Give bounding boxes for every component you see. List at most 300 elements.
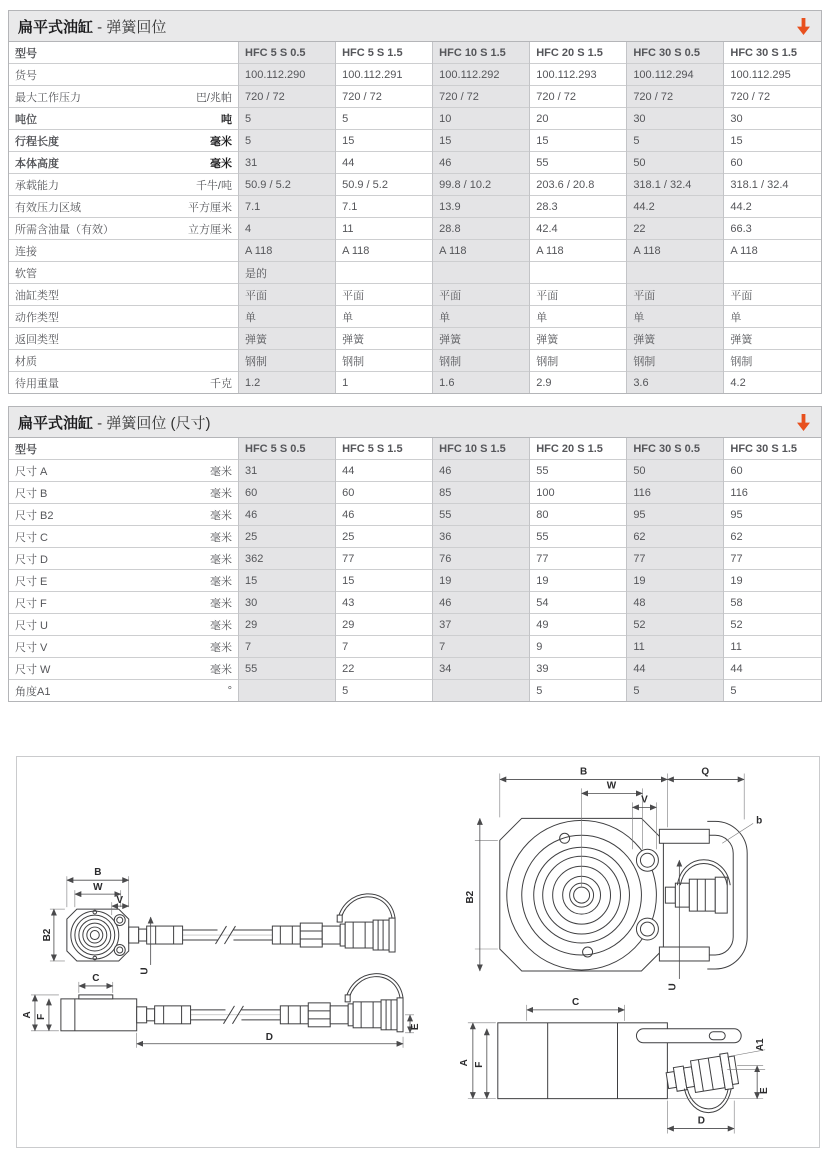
row-label-cell (9, 108, 239, 130)
spec-value-cell: 50 (627, 460, 724, 482)
spec-value-cell: 7 (239, 636, 336, 658)
dim-label-c: C (572, 996, 580, 1008)
spec-value-cell: 46 (433, 460, 530, 482)
spec-value-cell: 弹簧 (724, 328, 821, 350)
row-unit: 毫米 (210, 663, 232, 676)
row-label-cell (9, 658, 239, 680)
spec-value-cell: 100.112.291 (336, 64, 433, 86)
spec-panel-dimensions (8, 406, 822, 702)
spec-value-cell: 5 (724, 680, 821, 702)
row-label-cell (9, 174, 239, 196)
row-label-cell (9, 262, 239, 284)
table-row (9, 680, 821, 702)
table-row (9, 262, 821, 284)
spec-value-cell: 60 (724, 152, 821, 174)
spec-value-cell: 100 (530, 482, 627, 504)
row-label: 连接 (15, 245, 37, 258)
spec-value-cell: 100.112.295 (724, 64, 821, 86)
spec-value-cell: 80 (530, 504, 627, 526)
spec-value-cell: A 118 (724, 240, 821, 262)
spec-value-cell: 31 (239, 152, 336, 174)
model-header-cell: HFC 20 S 1.5 (530, 438, 627, 460)
spec-value-cell: 22 (336, 658, 433, 680)
spec-value-cell: 116 (627, 482, 724, 504)
row-label: 材质 (15, 355, 37, 368)
spec-value-cell: 弹簧 (627, 328, 724, 350)
table-row (9, 174, 821, 196)
row-label: 尺寸 U (15, 619, 48, 632)
model-header-cell: HFC 30 S 0.5 (627, 42, 724, 64)
spec-value-cell: 平面 (336, 284, 433, 306)
spec-value-cell: 46 (433, 152, 530, 174)
spec-value-cell: 60 (724, 460, 821, 482)
spec-value-cell: 60 (336, 482, 433, 504)
row-unit: 毫米 (210, 509, 232, 522)
table-row (9, 130, 821, 152)
row-label: 尺寸 V (15, 641, 48, 654)
row-label-cell (9, 152, 239, 174)
spec-value-cell: 77 (530, 548, 627, 570)
spec-value-cell: 44.2 (627, 196, 724, 218)
spec-value-cell: 29 (336, 614, 433, 636)
table-row (9, 196, 821, 218)
technical-drawings (17, 757, 819, 1147)
spec-value-cell: 66.3 (724, 218, 821, 240)
spec-value-cell: 单 (239, 306, 336, 328)
row-unit: 毫米 (210, 575, 232, 588)
spec-value-cell: 9 (530, 636, 627, 658)
spec-value-cell: 50.9 / 5.2 (239, 174, 336, 196)
spec-value-cell (239, 680, 336, 702)
spec-value-cell: 30 (627, 108, 724, 130)
row-label-cell (9, 504, 239, 526)
row-label: 尺寸 F (15, 597, 47, 610)
spec-value-cell: 钢制 (724, 350, 821, 372)
dim-label-a: A (21, 1011, 33, 1019)
row-label-cell (9, 614, 239, 636)
spec-value-cell: 46 (239, 504, 336, 526)
spec-value-cell: 2.9 (530, 372, 627, 394)
spec-value-cell: 362 (239, 548, 336, 570)
table-row (9, 218, 821, 240)
spec-value-cell: 5 (336, 108, 433, 130)
spec-value-cell: 720 / 72 (336, 86, 433, 108)
model-header-cell: HFC 5 S 0.5 (239, 42, 336, 64)
spec-value-cell: 15 (724, 130, 821, 152)
row-label: 角度A1 (15, 685, 51, 698)
row-label: 尺寸 W (15, 663, 51, 676)
row-label-cell (9, 592, 239, 614)
spec-value-cell: 100.112.294 (627, 64, 724, 86)
spec-value-cell: A 118 (433, 240, 530, 262)
spec-value-cell: 平面 (239, 284, 336, 306)
dim-label-e: E (410, 1023, 421, 1031)
table-row (9, 592, 821, 614)
spec-value-cell: 10 (433, 108, 530, 130)
table-row (9, 240, 821, 262)
panel-title (18, 16, 166, 37)
spec-value-cell: 5 (239, 108, 336, 130)
spec-table-container (9, 42, 821, 393)
spec-value-cell: 44 (627, 658, 724, 680)
spec-value-cell: 平面 (627, 284, 724, 306)
spec-value-cell: 3.6 (627, 372, 724, 394)
row-label: 所需含油量（有效） (15, 223, 114, 236)
table-row (9, 64, 821, 86)
spec-value-cell: 单 (724, 306, 821, 328)
dim-label-v: V (116, 895, 124, 907)
spec-value-cell: 7.1 (239, 196, 336, 218)
row-label-cell (9, 64, 239, 86)
dim-label-c: C (92, 972, 100, 984)
row-label-cell (9, 218, 239, 240)
spec-value-cell: 29 (239, 614, 336, 636)
spec-value-cell: 60 (239, 482, 336, 504)
spec-value-cell: 弹簧 (239, 328, 336, 350)
dim-label-b: B (94, 867, 102, 879)
spec-value-cell: 44.2 (724, 196, 821, 218)
spec-value-cell: 钢制 (627, 350, 724, 372)
spec-value-cell: 100.112.293 (530, 64, 627, 86)
model-header-cell: HFC 5 S 1.5 (336, 42, 433, 64)
spec-value-cell: 43 (336, 592, 433, 614)
row-unit: 毫米 (210, 619, 232, 632)
spec-value-cell: 36 (433, 526, 530, 548)
row-label-cell (9, 526, 239, 548)
spec-value-cell: 20 (530, 108, 627, 130)
row-label: 油缸类型 (15, 289, 59, 302)
spec-value-cell: 49 (530, 614, 627, 636)
table-row (9, 482, 821, 504)
small-cylinder-front-view (42, 867, 395, 974)
spec-value-cell: 平面 (724, 284, 821, 306)
table-row (9, 108, 821, 130)
row-label: 本体高度 (15, 157, 59, 170)
model-header-cell: HFC 20 S 1.5 (530, 42, 627, 64)
spec-value-cell: 720 / 72 (239, 86, 336, 108)
spec-value-cell: A 118 (239, 240, 336, 262)
spec-value-cell: 5 (627, 130, 724, 152)
spec-value-cell: 1 (336, 372, 433, 394)
spec-value-cell: 55 (530, 152, 627, 174)
spec-value-cell: 5 (336, 680, 433, 702)
spec-value-cell: 单 (627, 306, 724, 328)
row-unit: 吨 (221, 113, 232, 126)
spec-table-container (9, 438, 821, 701)
spec-value-cell: 116 (724, 482, 821, 504)
dim-label-w: W (606, 780, 617, 792)
spec-value-cell: 1.6 (433, 372, 530, 394)
spec-value-cell: A 118 (336, 240, 433, 262)
row-label: 软管 (15, 267, 37, 280)
panel-title-product: 扁平式油缸 (18, 18, 94, 36)
spec-table (9, 42, 821, 393)
spec-value-cell: 42.4 (530, 218, 627, 240)
dim-label-d: D (265, 1031, 273, 1043)
row-label-cell (9, 570, 239, 592)
spec-value-cell: 58 (724, 592, 821, 614)
row-unit: 毫米 (210, 157, 232, 170)
spec-value-cell: 52 (724, 614, 821, 636)
row-unit: 毫米 (210, 597, 232, 610)
spec-value-cell: 55 (433, 504, 530, 526)
technical-drawings-box (16, 756, 820, 1148)
table-row (9, 372, 821, 394)
panel-title (18, 412, 211, 433)
dim-label-a: A (458, 1059, 470, 1067)
spec-value-cell: 弹簧 (433, 328, 530, 350)
spec-value-cell: 19 (627, 570, 724, 592)
row-unit: 毫米 (210, 553, 232, 566)
row-label-cell (9, 306, 239, 328)
spec-value-cell: 77 (627, 548, 724, 570)
row-unit: 毫米 (210, 487, 232, 500)
model-row-label: 型号 (15, 443, 37, 456)
panel-title-product: 扁平式油缸 (18, 414, 94, 432)
spec-value-cell: 15 (530, 130, 627, 152)
row-label-cell (9, 240, 239, 262)
table-row (9, 526, 821, 548)
row-label: 尺寸 B2 (15, 509, 54, 522)
row-label: 行程长度 (15, 135, 59, 148)
spec-value-cell: 11 (336, 218, 433, 240)
table-row (9, 548, 821, 570)
spec-value-cell: 弹簧 (336, 328, 433, 350)
spec-value-cell: 11 (724, 636, 821, 658)
spec-value-cell: 19 (433, 570, 530, 592)
spec-value-cell: 95 (724, 504, 821, 526)
download-arrow-icon[interactable] (796, 18, 811, 35)
spec-value-cell: 100.112.292 (433, 64, 530, 86)
model-header-cell: HFC 5 S 1.5 (336, 438, 433, 460)
spec-value-cell: 34 (433, 658, 530, 680)
spec-value-cell: 203.6 / 20.8 (530, 174, 627, 196)
table-row (9, 328, 821, 350)
spec-value-cell: 77 (336, 548, 433, 570)
row-label-cell (9, 328, 239, 350)
panel-title-bar (9, 407, 821, 438)
spec-value-cell: 7.1 (336, 196, 433, 218)
spec-value-cell (433, 262, 530, 284)
spec-value-cell: 28.8 (433, 218, 530, 240)
spec-value-cell: 99.8 / 10.2 (433, 174, 530, 196)
spec-value-cell (433, 680, 530, 702)
spec-value-cell: 11 (627, 636, 724, 658)
row-label: 尺寸 A (15, 465, 48, 478)
spec-value-cell: 13.9 (433, 196, 530, 218)
table-row (9, 460, 821, 482)
dim-label-v: V (641, 794, 648, 806)
row-label: 尺寸 D (15, 553, 48, 566)
spec-value-cell: 318.1 / 32.4 (724, 174, 821, 196)
spec-value-cell: 50 (627, 152, 724, 174)
spec-value-cell: 5 (530, 680, 627, 702)
row-label-cell (9, 130, 239, 152)
row-unit: 毫米 (210, 465, 232, 478)
spec-table (9, 438, 821, 701)
row-label: 返回类型 (15, 333, 59, 346)
spec-value-cell: 单 (433, 306, 530, 328)
row-unit: 立方厘米 (188, 223, 232, 236)
row-label: 动作类型 (15, 311, 59, 324)
row-unit: 千克 (210, 377, 232, 390)
spec-value-cell (336, 262, 433, 284)
spec-value-cell: 15 (336, 570, 433, 592)
row-unit: 毫米 (210, 531, 232, 544)
spec-value-cell: 44 (724, 658, 821, 680)
table-row (9, 658, 821, 680)
row-label: 吨位 (15, 113, 37, 126)
row-label-cell (9, 350, 239, 372)
row-label: 尺寸 E (15, 575, 48, 588)
spec-value-cell (724, 262, 821, 284)
row-label-cell (9, 372, 239, 394)
row-label-cell (9, 284, 239, 306)
spec-value-cell: 39 (530, 658, 627, 680)
spec-value-cell: 30 (239, 592, 336, 614)
spec-value-cell: A 118 (530, 240, 627, 262)
row-unit: 千牛/吨 (195, 179, 232, 192)
spec-value-cell: 1.2 (239, 372, 336, 394)
row-label: 货号 (15, 69, 37, 82)
spec-value-cell: 720 / 72 (433, 86, 530, 108)
dim-label-u: U (139, 967, 151, 975)
row-label: 承载能力 (15, 179, 59, 192)
spec-value-cell: 37 (433, 614, 530, 636)
spec-value-cell (627, 262, 724, 284)
spec-value-cell: 5 (627, 680, 724, 702)
spec-value-cell: 19 (530, 570, 627, 592)
spec-value-cell: 55 (239, 658, 336, 680)
row-label-cell (9, 636, 239, 658)
panel-title-bar (9, 11, 821, 42)
spec-value-cell: A 118 (627, 240, 724, 262)
model-header-cell: HFC 30 S 0.5 (627, 438, 724, 460)
table-row (9, 636, 821, 658)
row-label-cell (9, 482, 239, 504)
download-arrow-icon[interactable] (796, 414, 811, 431)
spec-value-cell: 25 (336, 526, 433, 548)
spec-value-cell: 318.1 / 32.4 (627, 174, 724, 196)
spec-value-cell: 30 (724, 108, 821, 130)
table-row (9, 504, 821, 526)
table-row (9, 570, 821, 592)
spec-value-cell: 50.9 / 5.2 (336, 174, 433, 196)
table-row (9, 614, 821, 636)
spec-value-cell: 62 (627, 526, 724, 548)
spec-value-cell: 95 (627, 504, 724, 526)
row-label-cell (9, 86, 239, 108)
row-label: 尺寸 C (15, 531, 48, 544)
table-row (9, 284, 821, 306)
spec-value-cell: 单 (530, 306, 627, 328)
spec-value-cell: 单 (336, 306, 433, 328)
spec-value-cell: 85 (433, 482, 530, 504)
dim-label-u: U (667, 983, 679, 991)
dim-label-f: F (35, 1013, 47, 1020)
spec-value-cell: 720 / 72 (724, 86, 821, 108)
spec-value-cell: 31 (239, 460, 336, 482)
model-header-cell: HFC 10 S 1.5 (433, 438, 530, 460)
spec-value-cell: 4 (239, 218, 336, 240)
table-row (9, 350, 821, 372)
spec-value-cell: 52 (627, 614, 724, 636)
spec-value-cell: 15 (336, 130, 433, 152)
spec-value-cell: 48 (627, 592, 724, 614)
dim-label-b: B (579, 766, 588, 778)
row-label-cell (9, 196, 239, 218)
table-row (9, 152, 821, 174)
row-unit: 巴/兆帕 (195, 91, 232, 104)
table-row (9, 306, 821, 328)
table-row (9, 86, 821, 108)
dim-label-a1: A1 (755, 1038, 767, 1052)
dim-label-e: E (759, 1087, 771, 1094)
hose-callout-label: b (756, 815, 763, 827)
row-label: 尺寸 B (15, 487, 48, 500)
panel-title-variant: - 弹簧回位 (尺寸) (93, 414, 211, 432)
spec-value-cell: 44 (336, 460, 433, 482)
spec-value-cell: 44 (336, 152, 433, 174)
row-label-cell (9, 548, 239, 570)
spec-value-cell: 46 (336, 504, 433, 526)
row-label-cell (9, 460, 239, 482)
panel-title-variant: - 弹簧回位 (93, 18, 167, 36)
spec-value-cell: 平面 (530, 284, 627, 306)
spec-value-cell: 4.2 (724, 372, 821, 394)
spec-value-cell: 钢制 (530, 350, 627, 372)
row-label: 有效压力区域 (15, 201, 81, 214)
large-cylinder-side-view (459, 997, 770, 1134)
spec-value-cell: 是的 (239, 262, 336, 284)
row-unit: 毫米 (210, 641, 232, 654)
row-unit: ° (227, 684, 232, 697)
spec-value-cell: 100.112.290 (239, 64, 336, 86)
row-label-cell (9, 680, 239, 702)
spec-value-cell: 28.3 (530, 196, 627, 218)
row-unit: 毫米 (210, 135, 232, 148)
spec-value-cell: 55 (530, 526, 627, 548)
large-cylinder-front-view (465, 766, 762, 990)
spec-value-cell: 76 (433, 548, 530, 570)
spec-value-cell (530, 262, 627, 284)
dim-label-d: D (697, 1115, 705, 1127)
row-unit: 平方厘米 (188, 201, 232, 214)
model-header-cell: HFC 30 S 1.5 (724, 438, 821, 460)
row-label: 待用重量 (15, 377, 59, 390)
spec-value-cell: 7 (336, 636, 433, 658)
dim-label-w: W (93, 882, 103, 894)
spec-value-cell: 46 (433, 592, 530, 614)
dim-label-q: Q (701, 766, 710, 778)
spec-value-cell: 钢制 (433, 350, 530, 372)
model-row-label: 型号 (15, 47, 37, 60)
spec-value-cell: 弹簧 (530, 328, 627, 350)
spec-value-cell: 15 (433, 130, 530, 152)
model-header-cell: HFC 10 S 1.5 (433, 42, 530, 64)
spec-value-cell: 62 (724, 526, 821, 548)
small-cylinder-side-view (22, 973, 421, 1048)
dim-label-b2: B2 (464, 890, 476, 904)
spec-value-cell: 720 / 72 (530, 86, 627, 108)
spec-value-cell: 平面 (433, 284, 530, 306)
spec-panel-main (8, 10, 822, 394)
spec-value-cell: 77 (724, 548, 821, 570)
spec-value-cell: 22 (627, 218, 724, 240)
spec-value-cell: 15 (239, 570, 336, 592)
spec-value-cell: 25 (239, 526, 336, 548)
dim-label-f: F (473, 1061, 485, 1068)
